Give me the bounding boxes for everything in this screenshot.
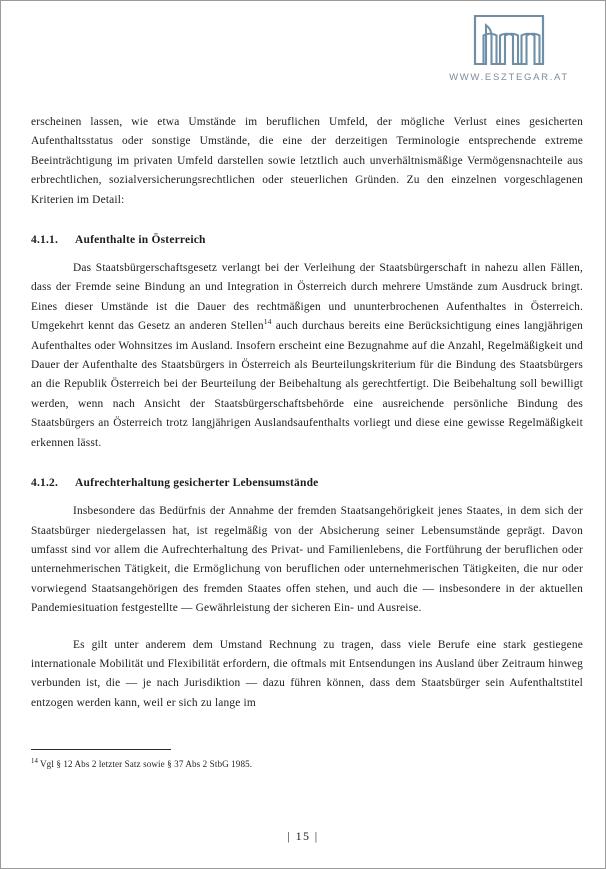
section-4-1-2-paragraph-2: Es gilt unter anderem dem Umstand Rechnung zu tragen, dass viele Berufe eine stark gestiegene internationale Mobilität und Flexibilität erfordern, die oftmals mit Entsendungen ins Ausland über Zeitraum hinweg verbunden ist, die — je nach Jurisdiktion — dazu führen können, dass dem Staatsbürger sein Aufenthaltstitel entzogen werden kann, weil er sich zu lange im [31, 638, 583, 709]
section-number: 4.1.2. [31, 477, 59, 490]
footnote-separator-rule [31, 749, 171, 750]
footnote-text: Vgl § 12 Abs 2 letzter Satz sowie § 37 Abs 2 StbG 1985. [40, 759, 253, 769]
paragraph-text-after-footnote: auch durchaus bereits eine Berücksichtigung eines langjährigen Aufenthaltes oder Wohnsitzes im Ausland. Insofern erscheint eine Bezugnahme auf die Anzahl, Regelmäßigkeit und Dauer der Aufenthalte des Staatsbürgers in Österreich als Beurteilungskriterium für die Bindung des Staatsbürgers an die Republik Österreich bei der Beurteilung der Beibehaltung als gerechtfertigt. Die Beibehaltung soll bewilligt werden, wenn nach Ansicht der Staatsbürgerschaftsbehörde eine ausreichende persönliche Bindung des Staatsbürgers an Österreich trotz langjährigen Auslandsaufenthalts vorliegt und diese eine gewisse Regelmäßigkeit erkennen lässt. [31, 320, 583, 449]
section-title: Aufenthalte in Österreich [75, 234, 206, 247]
page-number: | 15 | [287, 829, 319, 843]
footnote-number: 14 [31, 757, 38, 765]
section-number: 4.1.1. [31, 234, 59, 247]
section-heading-4-1-2 [31, 475, 583, 491]
company-logo [429, 11, 589, 83]
footnote-reference-marker[interactable]: 14 [263, 317, 272, 327]
page-header [1, 1, 605, 101]
section-4-1-1-paragraph [31, 259, 583, 453]
logo-url-text: WWW.ESZTEGAR.AT [449, 72, 569, 83]
footnote-area [31, 749, 583, 771]
page-content [31, 113, 583, 716]
section-heading-4-1-1 [31, 232, 583, 248]
footnote-entry [31, 758, 583, 771]
intro-paragraph: erscheinen lassen, wie etwa Umstände im beruflichen Umfeld, der mögliche Verlust eines gesicherten Aufenthaltsstatus oder sonstige Umstände, die eine der derzeitigen Terminologie entsprechende extreme Beeinträchtigung im privaten Umfeld darstellen sowie letztlich auch unverhältnismäßige Vermögensnachteile aus erbrechtlichen, sozialversicherungsrechtlichen oder steuerlichen Gründen. Zu den einzelnen vorgeschlagenen Kriterien im Detail: [31, 116, 583, 206]
paragraph-text-before-footnote: Das Staatsbürgerschaftsgesetz verlangt bei der Verleihung der Staatsbürgerschaft in nahezu allen Fällen, dass der Fremde seine Bindung an und Integration in Österreich durch mehrere Umstände zum Ausdruck bringt. Eines dieser Umstände ist die Dauer des rechtmäßigen und ununterbrochenen Aufenthaltes in Österreich. Umgekehrt kennt das Gesetz an anderen Stellen [31, 262, 583, 333]
section-4-1-2-paragraph-1: Insbesondere das Bedürfnis der Annahme der fremden Staatsangehörigkeit jenes Staates, in dem sich der Staatsbürger niedergelassen hat, ist regelmäßig von der Absicherung seiner Lebensumstände geprägt. Davon umfasst sind vor allem die Aufrechterhaltung des Privat- und Familienlebens, die Fortführung der beruflichen oder unternehmerischen Tätigkeit, die Ermöglichung von beruflichen oder unternehmerischen Tätigkeiten, die nur oder vorwiegend Staatsangehörigen des fremden Staates offen stehen, und auch die — insbesondere in der aktuellen Pandemiesituation festgestellte — Gewährleistung der sicheren Ein- und Ausreise. [31, 505, 583, 615]
esztegar-m-arch-logo-icon [472, 11, 546, 67]
section-title: Aufrechterhaltung gesicherter Lebensumstände [75, 477, 319, 490]
page-footer [1, 829, 605, 844]
